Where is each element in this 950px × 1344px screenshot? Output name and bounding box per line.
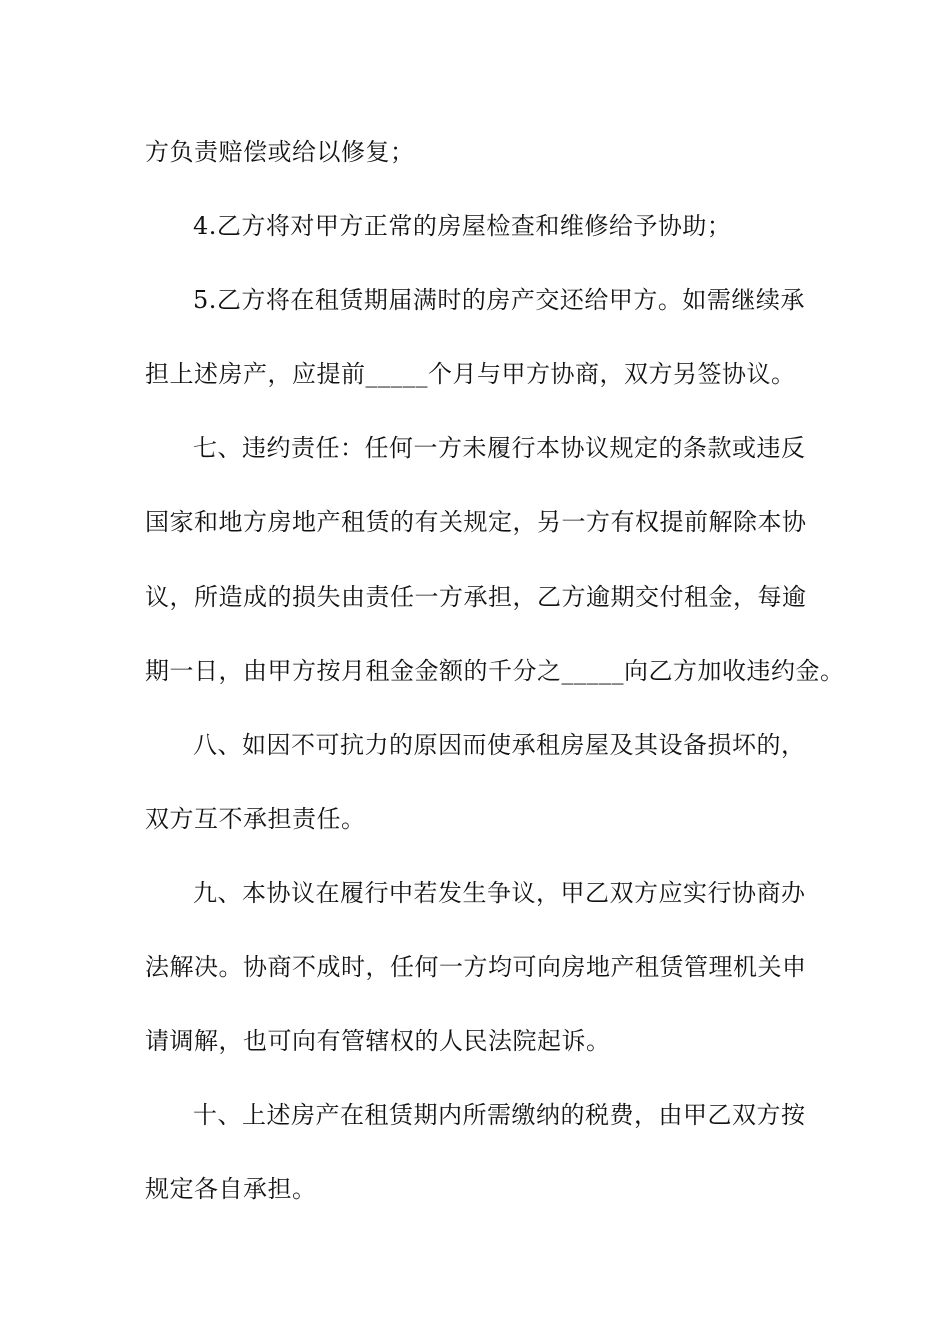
text-line: 期一日，由甲方按月租金金额的千分之_____向乙方加收违约金。 bbox=[145, 657, 845, 685]
text-line: 方负责赔偿或给以修复； bbox=[145, 138, 415, 166]
clause-9-line: 九、本协议在履行中若发生争议，甲乙双方应实行协商办 bbox=[193, 879, 806, 907]
text-line: 议，所造成的损失由责任一方承担，乙方逾期交付租金，每逾 bbox=[145, 583, 807, 611]
clause-10-line: 十、上述房产在租赁期内所需缴纳的税费，由甲乙双方按 bbox=[193, 1101, 806, 1129]
text-line: 双方互不承担责任。 bbox=[145, 805, 366, 833]
clause-4-line: 4.乙方将对甲方正常的房屋检查和维修给予协助； bbox=[193, 212, 732, 240]
clause-8-line: 八、如因不可抗力的原因而使承租房屋及其设备损坏的， bbox=[193, 731, 806, 759]
clause-5-line: 5.乙方将在租赁期届满时的房产交还给甲方。如需继续承 bbox=[193, 286, 805, 314]
text-line: 担上述房产，应提前_____个月与甲方协商，双方另签协议。 bbox=[145, 360, 796, 388]
clause-7-heading-line: 七、违约责任：任何一方未履行本协议规定的条款或违反 bbox=[193, 434, 806, 462]
text-line: 国家和地方房地产租赁的有关规定，另一方有权提前解除本协 bbox=[145, 508, 807, 536]
text-line: 法解决。协商不成时，任何一方均可向房地产租赁管理机关申 bbox=[145, 953, 807, 981]
text-line: 请调解，也可向有管辖权的人民法院起诉。 bbox=[145, 1027, 611, 1055]
text-line: 规定各自承担。 bbox=[145, 1175, 317, 1203]
